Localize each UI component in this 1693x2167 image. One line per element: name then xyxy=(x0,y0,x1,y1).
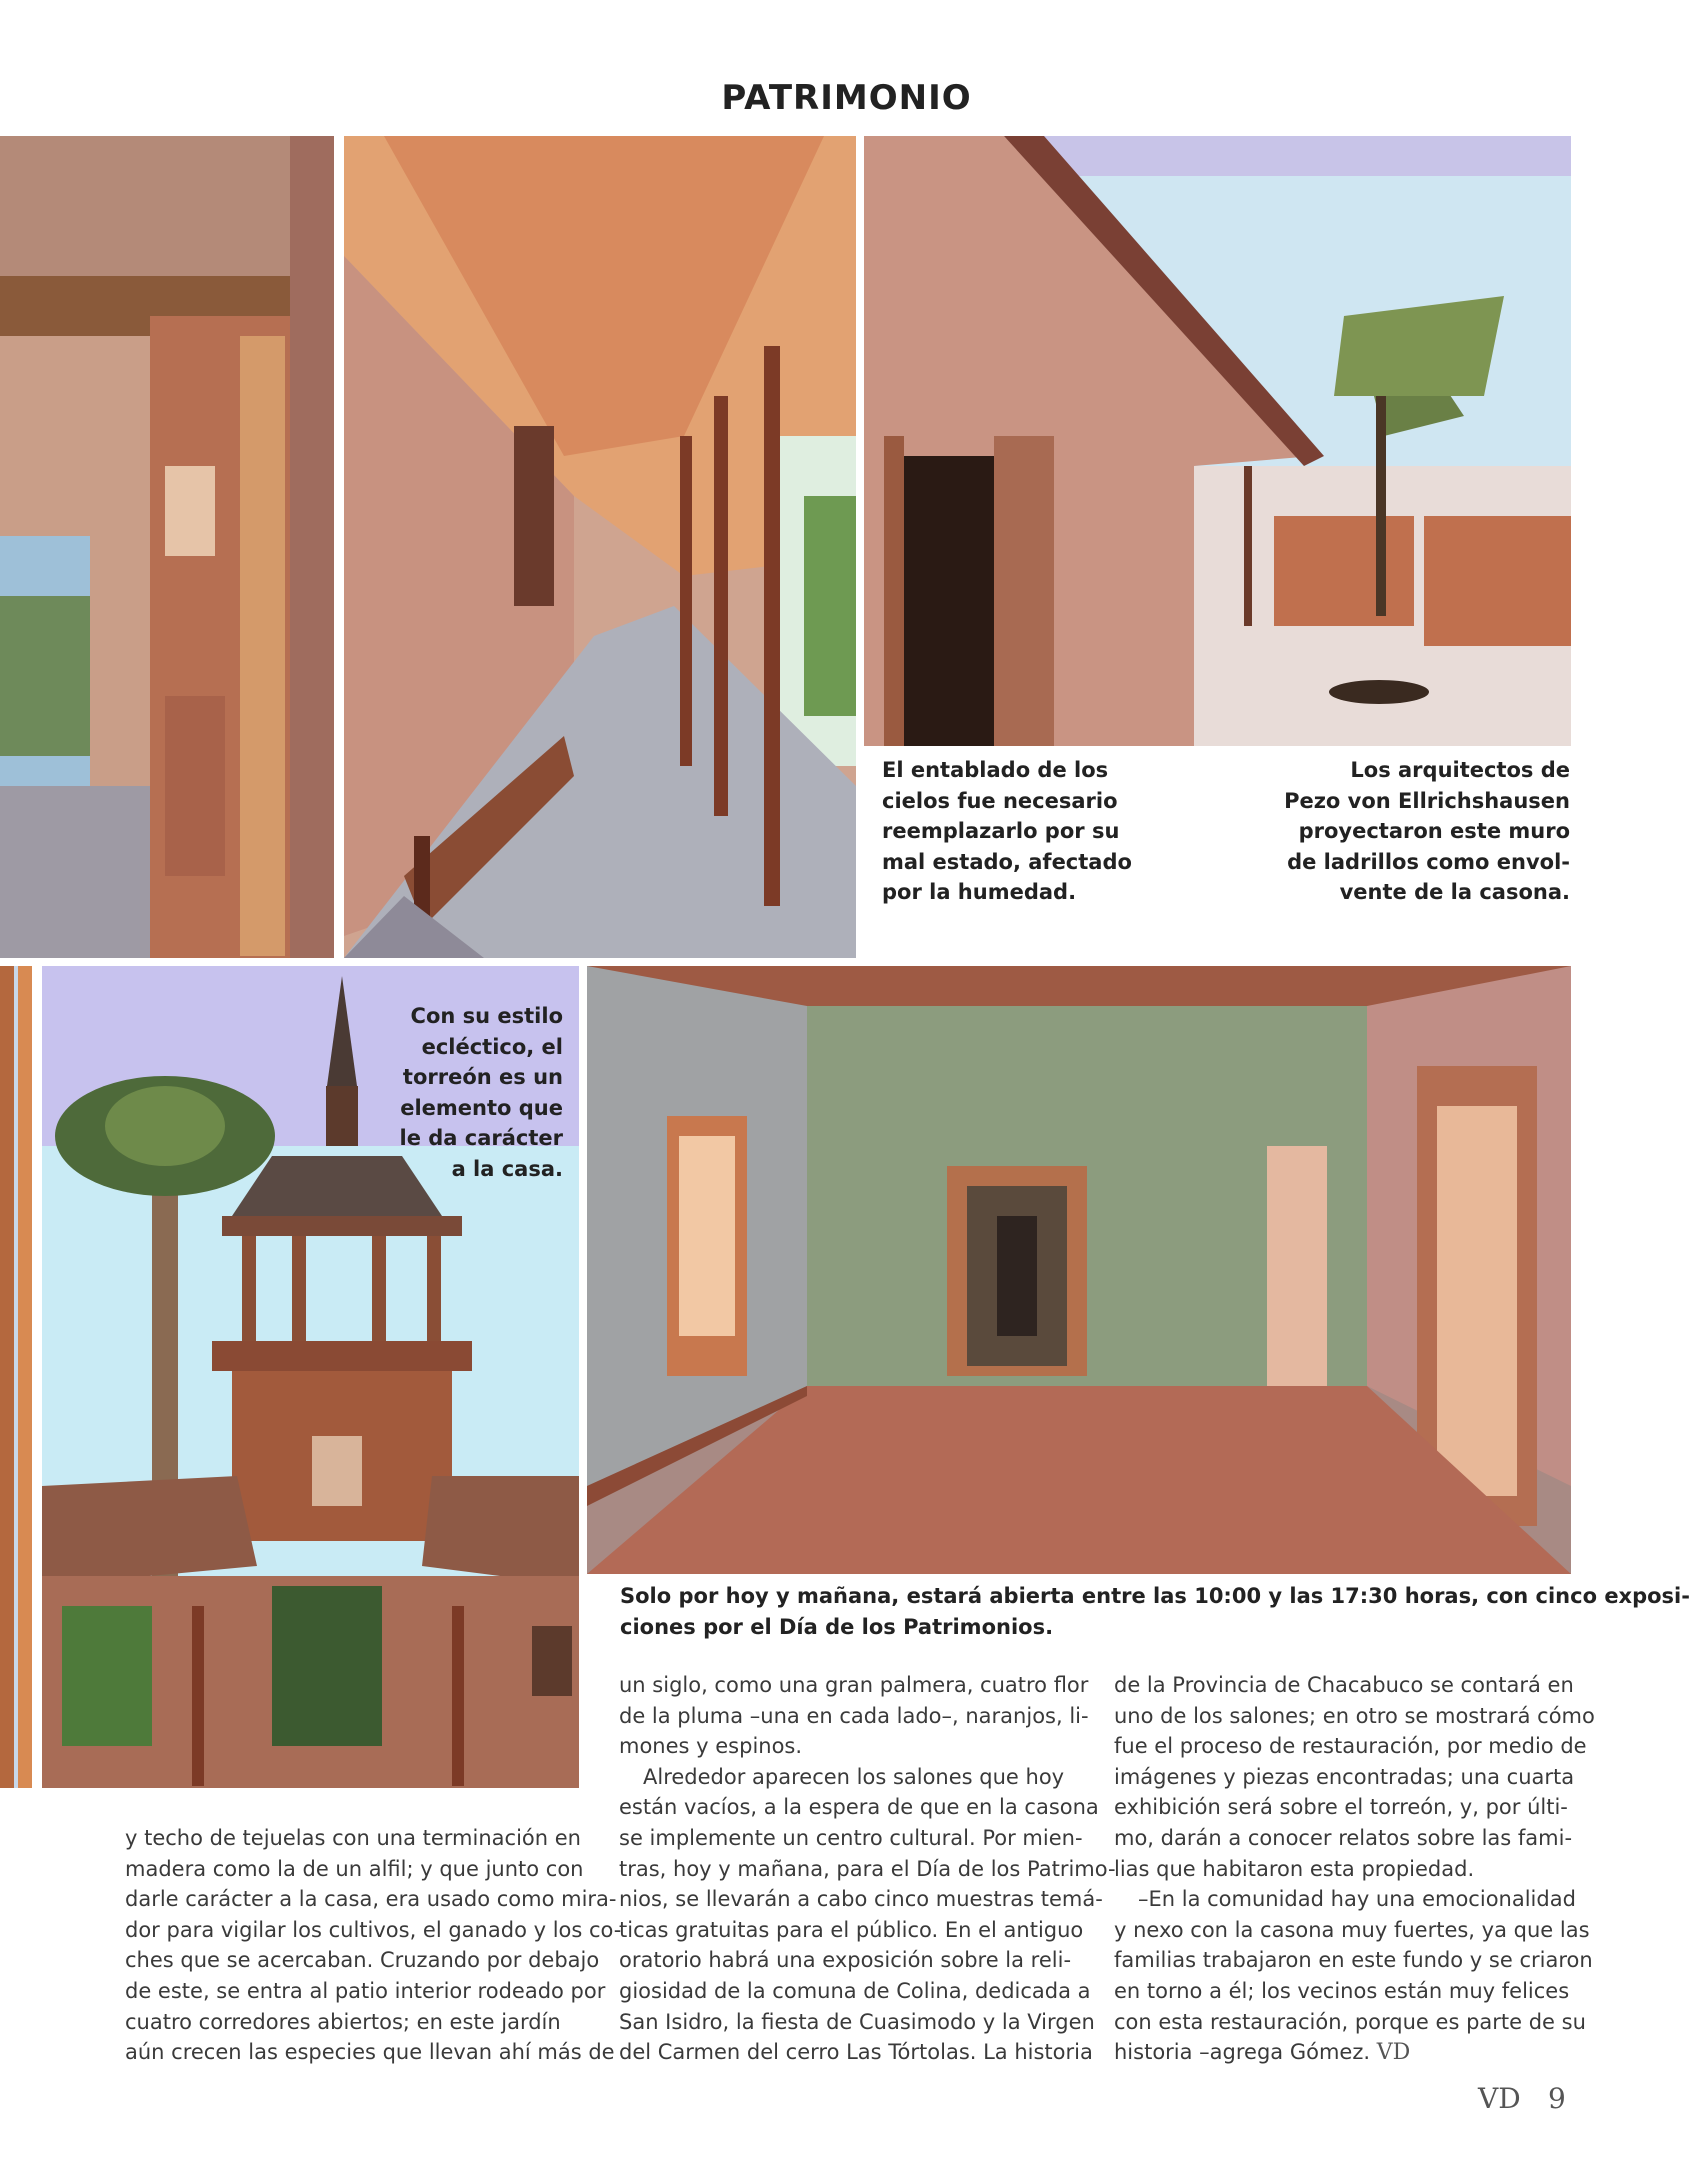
text-line: dor para vigilar los cultivos, el ganado y los co- xyxy=(125,1917,622,1942)
text-line: de la pluma –una en cada lado–, naranjos, li- xyxy=(619,1703,1089,1728)
caption-line: mal estado, afectado xyxy=(882,849,1132,874)
text-line: y techo de tejuelas con una terminación en xyxy=(125,1826,581,1850)
caption-line: vente de la casona. xyxy=(1339,880,1570,904)
photo-door-detail xyxy=(0,136,334,958)
page-number: 9 xyxy=(1548,2082,1566,2115)
text-line: lias que habitaron esta propiedad. xyxy=(1114,1856,1475,1881)
text-line: en torno a él; los vecinos están muy felices xyxy=(1114,1978,1570,2003)
text-line: se implemente un centro cultural. Por mien- xyxy=(619,1825,1083,1850)
text-line: un siglo, como una gran palmera, cuatro flor xyxy=(619,1673,1089,1697)
text-line: y nexo con la casona muy fuertes, ya que las xyxy=(1114,1917,1590,1942)
text-line: uno de los salones; en otro se mostrará cómo xyxy=(1114,1703,1595,1728)
text-line: con esta restauración, porque es parte de su xyxy=(1114,2009,1586,2034)
article-column-1 xyxy=(125,1823,622,2068)
text-line: ches que se acercaban. Cruzando por debajo xyxy=(125,1948,600,1973)
caption-line: Pezo von Ellrichshausen xyxy=(1284,788,1570,813)
text-line: de este, se entra al patio interior rodeado por xyxy=(125,1978,606,2003)
section-title: PATRIMONIO xyxy=(721,78,972,118)
caption-wall xyxy=(1270,755,1570,908)
caption-line: Los arquitectos de xyxy=(1350,758,1570,782)
text-line: cuatro corredores abiertos; en este jardín xyxy=(125,2009,561,2034)
caption-line: proyectaron este muro xyxy=(1298,819,1570,843)
text-line: aún crecen las especies que llevan ahí más de xyxy=(125,2040,615,2065)
caption-line: elemento que xyxy=(400,1095,563,1120)
caption-ceilings xyxy=(882,755,1132,908)
text-line: del Carmen del cerro Las Tórtolas. La historia xyxy=(619,2040,1093,2065)
caption-line: El entablado de los xyxy=(882,758,1109,782)
text-line: mones y espinos. xyxy=(619,1734,803,1759)
text-line: exhibición será sobre el torreón, y, por últi- xyxy=(1114,1795,1568,1820)
caption-line: ecléctico, el xyxy=(421,1034,563,1059)
text-line: San Isidro, la fiesta de Cuasimodo y la Virgen xyxy=(619,2009,1095,2034)
photo-rooms-enfilade xyxy=(587,966,1571,1574)
text-line: familias trabajaron en este fundo y se criaron xyxy=(1114,1948,1593,1973)
article-column-2 xyxy=(619,1670,1116,2068)
caption-line: cielos fue necesario xyxy=(882,788,1118,813)
text-line: Alrededor aparecen los salones que hoy xyxy=(643,1764,1065,1789)
text-line: –En la comunidad hay una emocionalidad xyxy=(1138,1887,1576,1912)
folio-magazine: VD xyxy=(1478,2082,1521,2115)
text-line: imágenes y piezas encontradas; una cuarta xyxy=(1114,1764,1575,1789)
text-line: fue el proceso de restauración, por medio de xyxy=(1114,1734,1587,1759)
caption-line: torreón es un xyxy=(402,1065,563,1089)
caption-line: Solo por hoy y mañana, estará abierta entre las 10:00 y las 17:30 horas, con cinco exposi- xyxy=(620,1584,1690,1608)
text-line: nios, se llevarán a cabo cinco muestras temá- xyxy=(619,1887,1103,1912)
photo-corridor-bench xyxy=(344,136,856,958)
text-line: darle carácter a la casa, era usado como mira- xyxy=(125,1887,617,1912)
end-mark: VD xyxy=(1376,2040,1411,2066)
photo-edge-strip xyxy=(0,966,32,1788)
text-line: mo, darán a conocer relatos sobre las fami- xyxy=(1114,1825,1573,1850)
text-line: tras, hoy y mañana, para el Día de los Patrimo- xyxy=(619,1856,1116,1881)
caption-line: le da carácter xyxy=(399,1126,563,1150)
photo-brick-wall xyxy=(864,136,1571,746)
text-line: giosidad de la comuna de Colina, dedicada a xyxy=(619,1978,1091,2003)
caption-line: ciones por el Día de los Patrimonios. xyxy=(620,1614,1054,1639)
text-line: madera como la de un alfil; y que junto con xyxy=(125,1856,584,1881)
last-text-line xyxy=(1114,2037,1574,2069)
caption-line: a la casa. xyxy=(451,1156,563,1181)
text-line: de la Provincia de Chacabuco se contará en xyxy=(1114,1673,1574,1697)
caption-line: Con su estilo xyxy=(410,1004,563,1028)
caption-line: por la humedad. xyxy=(882,880,1077,904)
caption-line: reemplazarlo por su xyxy=(882,819,1120,843)
caption-line: de ladrillos como envol- xyxy=(1287,849,1570,874)
caption-tower xyxy=(370,1001,563,1184)
article-column-3 xyxy=(1114,1670,1595,2069)
text-line: ticas gratuitas para el público. En el antiguo xyxy=(619,1917,1084,1942)
caption-rooms xyxy=(620,1581,1690,1642)
text-line: historia –agrega Gómez. xyxy=(1114,2040,1371,2065)
text-line: oratorio habrá una exposición sobre la reli- xyxy=(619,1948,1072,1973)
text-line: están vacíos, a la espera de que en la casona xyxy=(619,1795,1099,1820)
